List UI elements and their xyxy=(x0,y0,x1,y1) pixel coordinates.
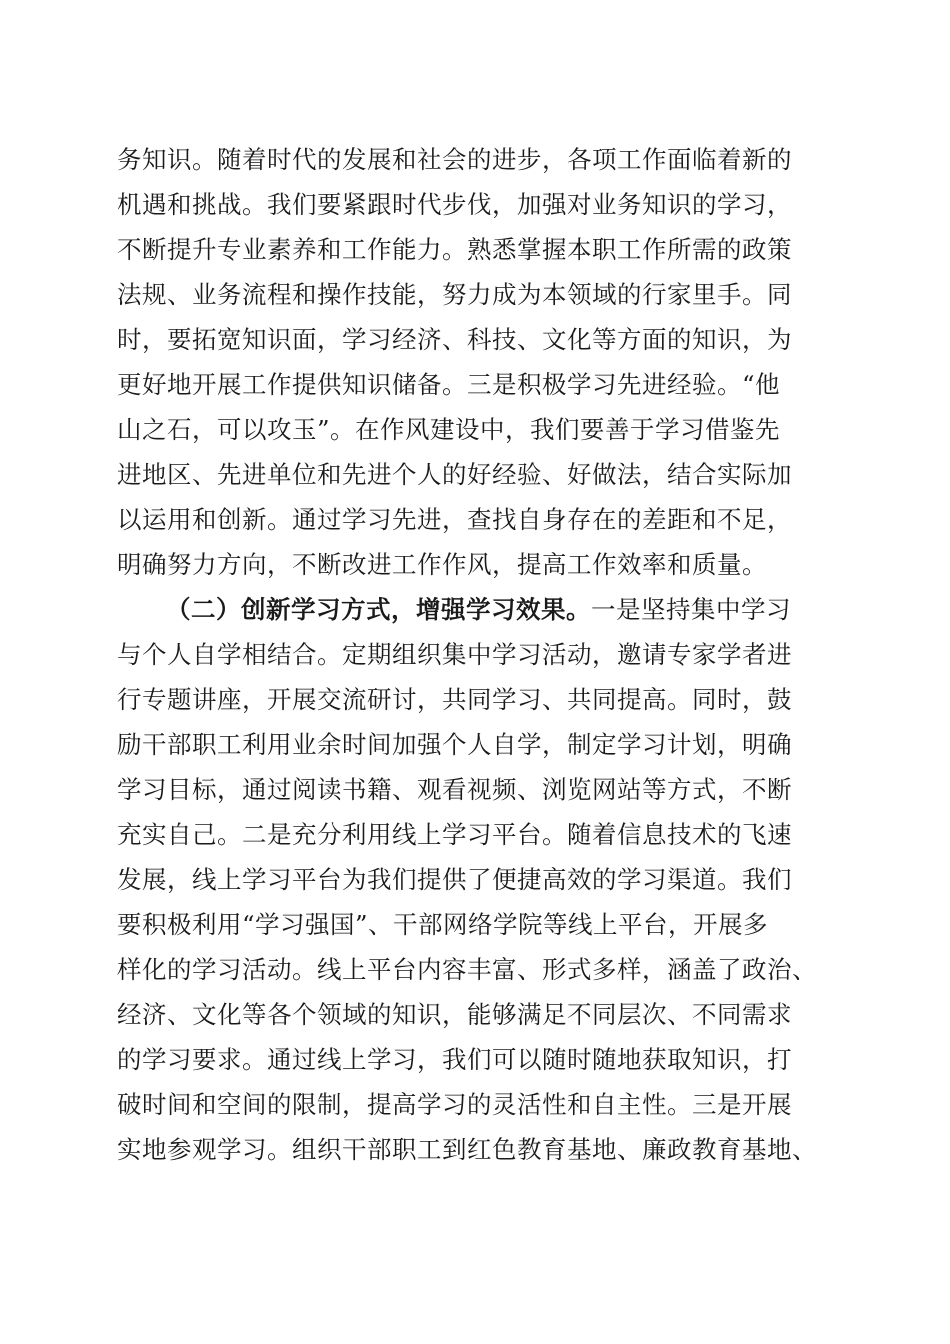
text-line: 破时间和空间的限制，提高学习的灵活性和自主性。三是开展 xyxy=(117,1090,792,1119)
text-line: 实地参观学习。组织干部职工到红色教育基地、廉政教育基地、 xyxy=(117,1135,817,1164)
text-line: 样化的学习活动。线上平台内容丰富、形式多样，涵盖了政治、 xyxy=(117,955,817,984)
text-line: 充实自己。二是充分利用线上学习平台。随着信息技术的飞速 xyxy=(117,820,792,849)
text-line: 机遇和挑战。我们要紧跟时代步伐，加强对业务知识的学习， xyxy=(117,190,792,219)
text-line: 发展，线上学习平台为我们提供了便捷高效的学习渠道。我们 xyxy=(117,865,792,894)
text-line: 励干部职工利用业余时间加强个人自学，制定学习计划，明确 xyxy=(117,730,792,759)
text-line: 进地区、先进单位和先进个人的好经验、好做法，结合实际加 xyxy=(117,460,792,489)
text-line: 时，要拓宽知识面，学习经济、科技、文化等方面的知识，为 xyxy=(117,325,792,354)
text-line: 更好地开展工作提供知识储备。三是积极学习先进经验。“他 xyxy=(117,370,781,399)
section-first-line-rest: 一是坚持集中学习 xyxy=(591,595,791,624)
text-line: 与个人自学相结合。定期组织集中学习活动，邀请专家学者进 xyxy=(117,640,792,669)
text-line: 务知识。随着时代的发展和社会的进步，各项工作面临着新的 xyxy=(117,145,792,174)
text-line: 学习目标，通过阅读书籍、观看视频、浏览网站等方式，不断 xyxy=(117,775,792,804)
text-line: 山之石，可以攻玉”。在作风建设中，我们要善于学习借鉴先 xyxy=(117,415,781,444)
text-line: 法规、业务流程和操作技能，努力成为本领域的行家里手。同 xyxy=(117,280,792,309)
text-line: 的学习要求。通过线上学习，我们可以随时随地获取知识，打 xyxy=(117,1045,792,1074)
text-line: 明确努力方向，不断改进工作作风，提高工作效率和质量。 xyxy=(117,550,767,579)
section-first-line xyxy=(166,595,846,625)
text-line: 不断提升专业素养和工作能力。熟悉掌握本职工作所需的政策 xyxy=(117,235,792,264)
section-heading: （二）创新学习方式，增强学习效果。 xyxy=(166,595,591,624)
text-line: 要积极利用“学习强国”、干部网络学院等线上平台，开展多 xyxy=(117,910,769,939)
text-line: 以运用和创新。通过学习先进，查找自身存在的差距和不足， xyxy=(117,505,792,534)
text-line: 行专题讲座，开展交流研讨，共同学习、共同提高。同时，鼓 xyxy=(117,685,792,714)
text-line: 经济、文化等各个领域的知识，能够满足不同层次、不同需求 xyxy=(117,1000,792,1029)
